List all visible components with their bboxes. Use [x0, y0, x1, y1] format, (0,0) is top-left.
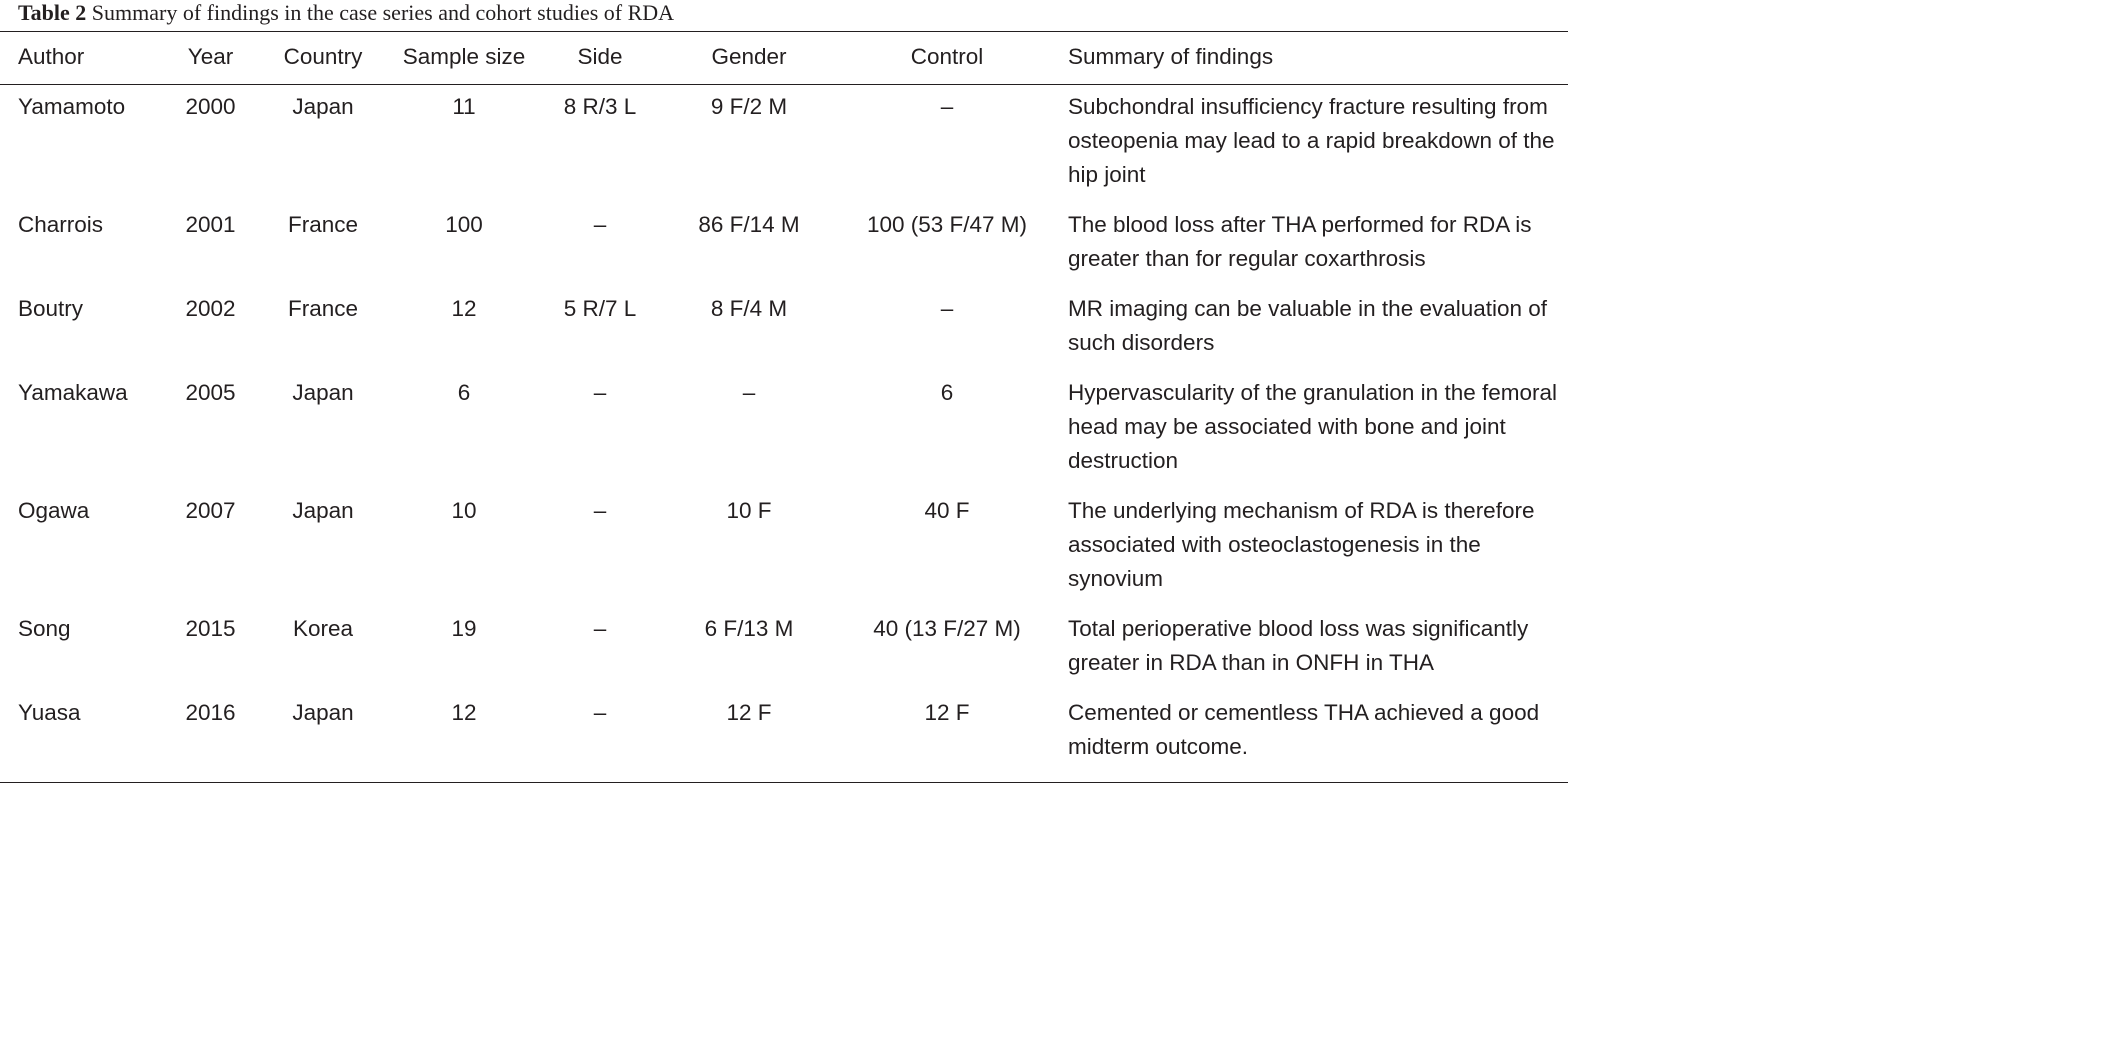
cell-author: Yamamoto [18, 94, 126, 119]
cell-year: 2002 [185, 296, 236, 321]
cell-summary: Cemented or cementless THA achieved a good midterm outcome. [1068, 700, 1540, 759]
cell-sample-size: 6 [457, 380, 471, 405]
cell-summary: The underlying mechanism of RDA is therefore associated with osteoclastogenesis in the synovium [1068, 498, 1535, 591]
cell-country: Korea [292, 616, 354, 641]
cell-year: 2015 [185, 616, 236, 641]
cell-gender: 8 F/4 M [710, 296, 788, 321]
header-control: Control [910, 44, 984, 69]
header-gender: Gender [711, 44, 787, 69]
cell-control: – [940, 296, 954, 321]
header-country: Country [283, 44, 363, 69]
cell-side: – [593, 616, 607, 641]
table-row [0, 282, 1568, 366]
cell-control: 40 (13 F/27 M) [873, 616, 1021, 641]
cell-summary: Subchondral insufficiency fracture resulting from osteopenia may lead to a rapid breakdown of the hip joint [1068, 94, 1555, 187]
cell-author: Song [18, 616, 71, 641]
cell-year: 2007 [185, 498, 236, 523]
cell-author: Yamakawa [18, 380, 128, 405]
cell-sample-size: 19 [451, 616, 477, 641]
header-sample-size: Sample size [402, 44, 526, 69]
table-row [0, 602, 1568, 686]
cell-country: Japan [292, 94, 354, 119]
cell-author: Boutry [18, 296, 84, 321]
cell-control: 12 F [924, 700, 970, 725]
cell-side: – [593, 700, 607, 725]
cell-summary: MR imaging can be valuable in the evaluation of such disorders [1068, 296, 1548, 355]
cell-country: Japan [292, 380, 354, 405]
cell-author: Yuasa [18, 700, 81, 725]
cell-gender: 86 F/14 M [698, 212, 800, 237]
header-summary: Summary of findings [1068, 44, 1274, 69]
table-caption [18, 0, 674, 26]
cell-side: – [593, 212, 607, 237]
table-caption-text: Summary of findings in the case series and cohort studies of RDA [86, 0, 675, 25]
cell-side: – [593, 498, 607, 523]
top-rule [0, 31, 1568, 32]
table-row [0, 366, 1568, 484]
cell-control: 6 [940, 380, 954, 405]
cell-control: – [940, 94, 954, 119]
cell-gender: 12 F [726, 700, 772, 725]
table-row [0, 686, 1568, 770]
cell-year: 2016 [185, 700, 236, 725]
cell-gender: 9 F/2 M [710, 94, 788, 119]
cell-country: France [287, 212, 359, 237]
table-label: Table 2 [18, 0, 87, 25]
table-row [0, 484, 1568, 602]
bottom-rule [0, 782, 1568, 783]
cell-side: – [593, 380, 607, 405]
cell-year: 2000 [185, 94, 236, 119]
cell-control: 100 (53 F/47 M) [866, 212, 1028, 237]
header-year: Year [187, 44, 234, 69]
cell-summary: The blood loss after THA performed for RDA is greater than for regular coxarthrosis [1068, 212, 1532, 271]
cell-author: Charrois [18, 212, 104, 237]
cell-sample-size: 12 [451, 700, 477, 725]
cell-country: Japan [292, 498, 354, 523]
header-side: Side [577, 44, 623, 69]
cell-sample-size: 100 [445, 212, 483, 237]
cell-summary: Total perioperative blood loss was significantly greater in RDA than in ONFH in THA [1068, 616, 1529, 675]
cell-side: 8 R/3 L [563, 94, 637, 119]
header-author: Author [18, 44, 85, 69]
cell-summary: Hypervascularity of the granulation in the femoral head may be associated with bone and joint destruction [1068, 380, 1558, 473]
cell-author: Ogawa [18, 498, 90, 523]
table-row [0, 80, 1568, 198]
cell-country: Japan [292, 700, 354, 725]
cell-sample-size: 12 [451, 296, 477, 321]
cell-gender: 6 F/13 M [704, 616, 794, 641]
cell-year: 2005 [185, 380, 236, 405]
cell-sample-size: 10 [451, 498, 477, 523]
cell-country: France [287, 296, 359, 321]
cell-control: 40 F [924, 498, 970, 523]
table-row [0, 198, 1568, 282]
cell-gender: – [742, 380, 756, 405]
table-header-row [0, 40, 1568, 80]
cell-sample-size: 11 [452, 94, 476, 119]
cell-gender: 10 F [726, 498, 772, 523]
findings-table [0, 40, 1568, 770]
cell-year: 2001 [185, 212, 236, 237]
cell-side: 5 R/7 L [563, 296, 637, 321]
